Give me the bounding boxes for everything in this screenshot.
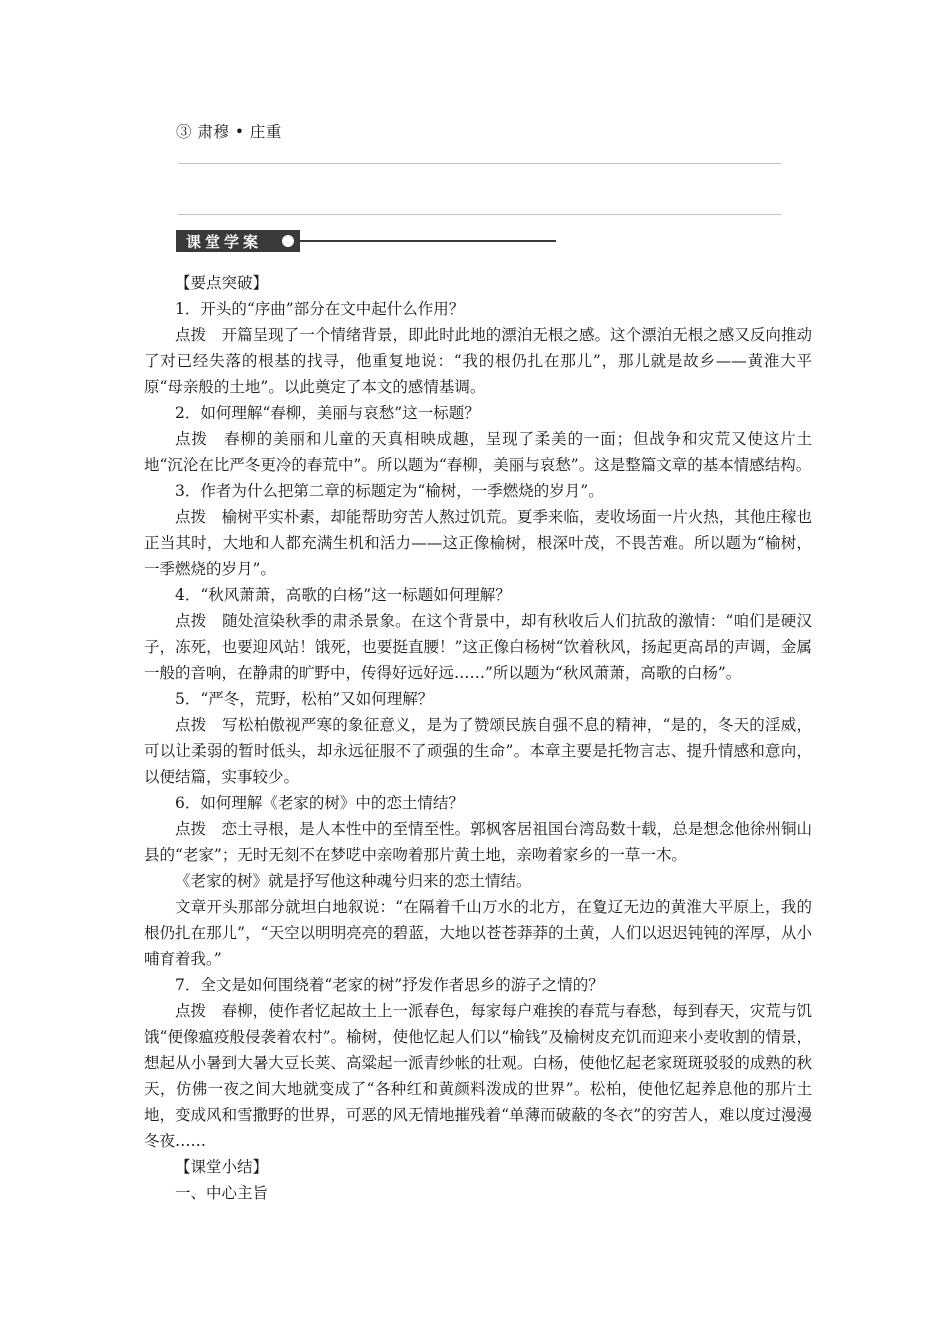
question-7: 7．全文是如何围绕着“老家的树”抒发作者思乡的游子之情的？ xyxy=(175,976,604,994)
answer-2: 点拨 春柳的美丽和儿童的天真相映成趣，呈现了柔美的一面；但战争和灾荒又使这片土地“沉沦在比严冬更冷的春荒中”。所以题为“春柳，美丽与哀愁”。这是整篇文章的基本情感结构。 xyxy=(144,430,812,474)
question-1: 1．开头的“序曲”部分在文中起什么作用？ xyxy=(175,300,465,318)
bullet-dot-icon xyxy=(282,235,294,247)
section-banner xyxy=(176,230,556,252)
summary-first-item: 一、中心主旨 xyxy=(175,1184,269,1202)
answer-1: 点拨 开篇呈现了一个情绪背景，即此时此地的漂泊无根之感。这个漂泊无根之感又反向推动了对已经失落的根基的找寻，他重复地说：“我的根仍扎在那儿”，那儿就是故乡——黄淮大平原“母亲般的土地”。以此奠定了本文的感情基调。 xyxy=(144,326,812,396)
answer-option-3: ③ 肃穆 • 庄重 xyxy=(176,123,282,141)
answer-4: 点拨 随处渲染秋季的肃杀景象。在这个背景中，却有秋收后人们抗敌的激情：“咱们是硬汉子，冻死，也要迎风站！饿死，也要挺直腰！”这正像白杨树“饮着秋风，扬起更高昂的声调，金属一般的音响，在静肃的旷野中，传得好远好远……”所以题为“秋风萧萧，高歌的白杨”。 xyxy=(144,612,812,682)
answer-line-2 xyxy=(178,214,781,215)
answer-6-extra-1: 《老家的树》就是抒写他这种魂兮归来的恋土情结。 xyxy=(175,872,532,890)
answer-line-1 xyxy=(178,163,781,164)
question-5: 5．“严冬，荒野，松柏”又如何理解？ xyxy=(175,690,434,708)
key-points-heading: 【要点突破】 xyxy=(175,274,269,292)
question-3: 3．作者为什么把第二章的标题定为“榆树，一季燃烧的岁月”。 xyxy=(175,482,604,500)
question-2: 2．如何理解“春柳，美丽与哀愁”这一标题？ xyxy=(175,404,480,422)
answer-3: 点拨 榆树平实朴素，却能帮助穷苦人熬过饥荒。夏季来临，麦收场面一片火热，其他庄稼也正当其时，大地和人都充满生机和活力——这正像榆树，根深叶茂，不畏苦难。所以题为“榆树，一季燃烧的岁月”。 xyxy=(144,508,812,578)
answer-6: 点拨 恋土寻根，是人本性中的至情至性。郭枫客居祖国台湾岛数十载，总是想念他徐州铜山县的“老家”；无时无刻不在梦呓中亲吻着那片黄土地，亲吻着家乡的一草一木。 xyxy=(144,820,812,864)
main-content xyxy=(144,270,812,1206)
section-banner-title: 课堂学案 xyxy=(186,233,263,251)
answer-5: 点拨 写松柏傲视严寒的象征意义，是为了赞颂民族自强不息的精神，“是的，冬天的淫威，可以让柔弱的暂时低头，却永远征服不了顽强的生命”。本章主要是托物言志、提升情感和意向，以便结篇，实事较少。 xyxy=(144,716,812,786)
question-6: 6．如何理解《老家的树》中的恋土情结？ xyxy=(175,794,464,812)
question-4: 4．“秋风萧萧，高歌的白杨”这一标题如何理解？ xyxy=(175,586,511,604)
section-banner-rule xyxy=(300,240,556,242)
summary-heading: 【课堂小结】 xyxy=(175,1158,269,1176)
answer-7: 点拨 春柳，使作者忆起故土上一派春色，每家每户难挨的春荒与春愁，每到春天，灾荒与饥饿“便像瘟疫般侵袭着农村”。榆树，使他忆起人们以“榆钱”及榆树皮充饥而迎来小麦收割的情景，想起从小暑到大暑大豆长荚、高粱起一派青纱帐的壮观。白杨，使他忆起老家斑斑驳驳的成熟的秋天，仿佛一夜之间大地就变成了“各种红和黄颜料泼成的世界”。松柏，使他忆起养息他的那片土地，变成风和雪撒野的世界，可恶的风无情地摧残着“单薄而破蔽的冬衣”的穷苦人，难以度过漫漫冬夜…… xyxy=(144,1002,812,1150)
answer-6-extra-2: 文章开头那部分就坦白地叙说：“在隔着千山万水的北方，在夐辽无边的黄淮大平原上，我的根仍扎在那儿”，“天空以明明亮亮的碧蓝，大地以苍苍莽莽的土黄，人们以迟迟钝钝的浑厚，从小哺育着我。” xyxy=(144,898,812,968)
